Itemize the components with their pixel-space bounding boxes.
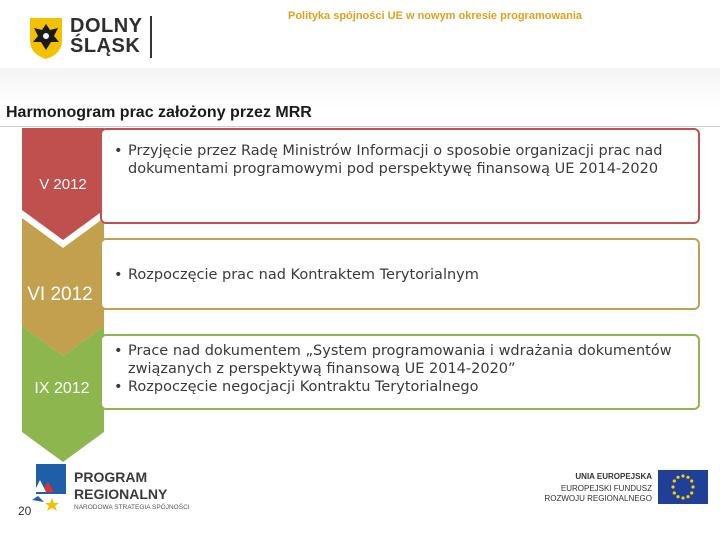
program-line-3: NARODOWA STRATEGIA SPÓJNOŚCI — [74, 504, 190, 511]
timeline-label-2: VI 2012 — [27, 284, 93, 305]
program-regionalny-icon — [30, 462, 70, 512]
program-line-2: REGIONALNY — [74, 486, 168, 502]
dolny-slask-logo — [28, 14, 168, 64]
eu-flag-icon — [658, 470, 708, 504]
page-number: 20 — [18, 504, 32, 518]
ue-line-3: ROZWOJU REGIONALNEGO — [544, 494, 652, 503]
section-title: Harmonogram prac założony przez MRR — [6, 104, 312, 121]
timeline-box-2 — [100, 238, 700, 310]
header-band — [0, 68, 720, 108]
header-title: Polityka spójności UE w nowym okresie programowania — [287, 10, 583, 22]
ue-line-2: EUROPEJSKI FUNDUSZ — [560, 484, 652, 493]
bullet-item: • Prace nad dokumentem „System programowania i wdrażania dokumentów związanych z perspektywą finansową UE 2014-2020” — [110, 342, 688, 378]
logo-line-2: ŚLĄSK — [70, 35, 141, 57]
timeline-box-1 — [100, 128, 700, 224]
timeline-box-3 — [100, 334, 700, 410]
program-line-1: PROGRAM — [74, 469, 148, 485]
logo-line-1: DOLNY — [70, 15, 143, 37]
bullet-item: • Przyjęcie przez Radę Ministrów Informacji o sposobie organizacji prac nad dokumentami programowymi pod perspektywę finansową UE 2014-2020 — [110, 142, 688, 178]
logo-separator — [150, 16, 152, 58]
timeline-label-3: IX 2012 — [34, 380, 90, 397]
timeline-label-1: V 2012 — [39, 176, 87, 193]
title-divider — [0, 126, 720, 127]
bullet-item: • Rozpoczęcie prac nad Kontraktem Terytorialnym — [110, 266, 688, 284]
ue-line-1: UNIA EUROPEJSKA — [575, 472, 652, 481]
eagle-crest-icon — [28, 16, 64, 60]
bullet-item: • Rozpoczęcie negocjacji Kontraktu Terytorialnego — [110, 378, 688, 396]
